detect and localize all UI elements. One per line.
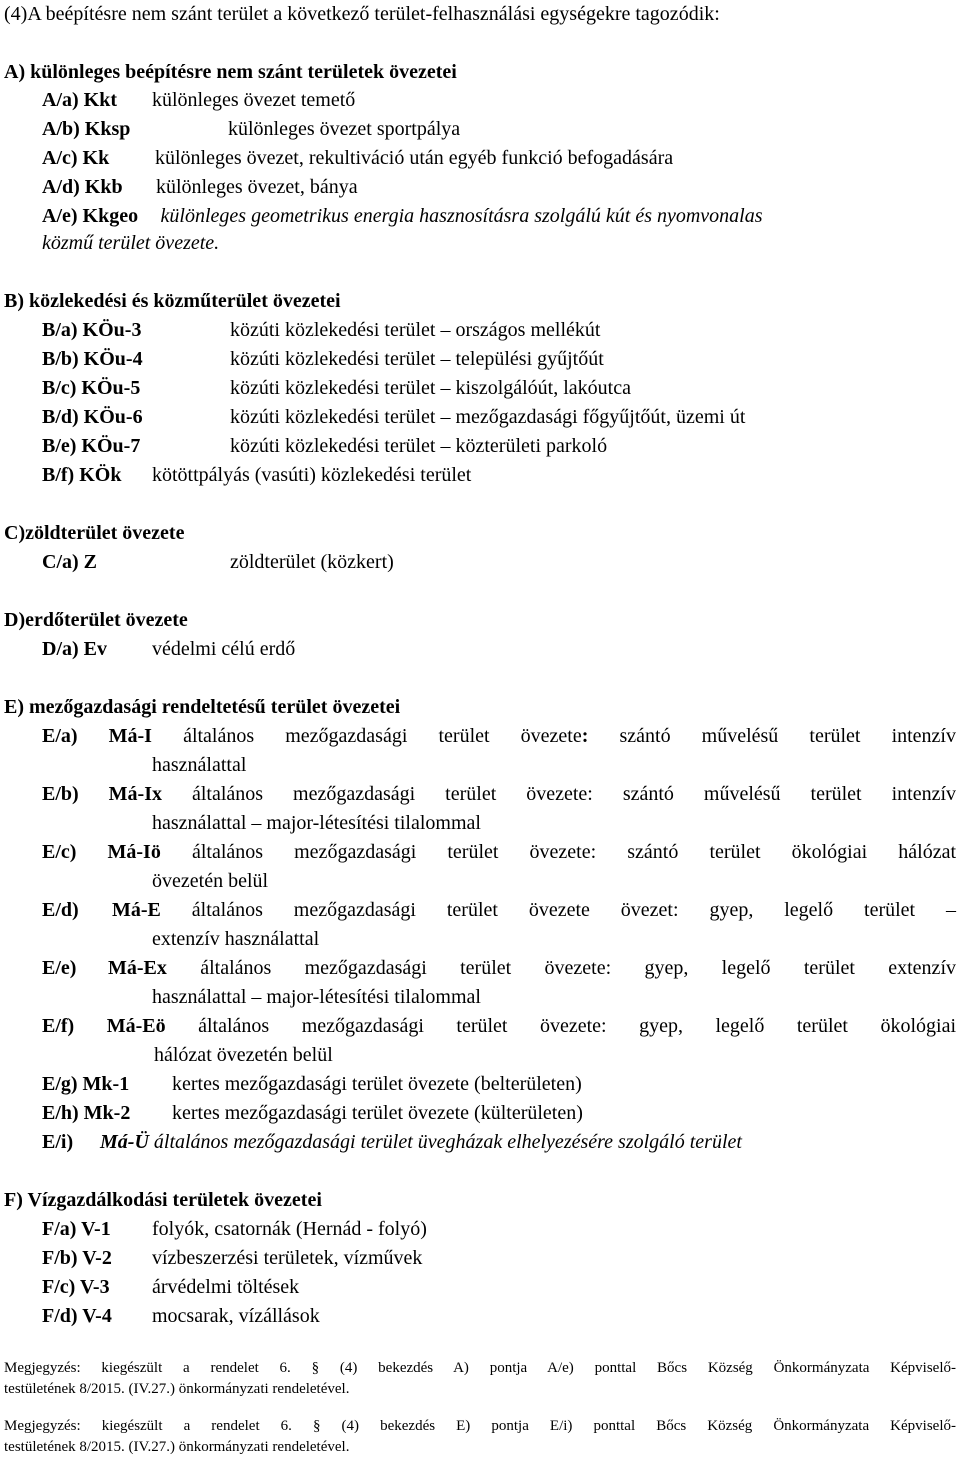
list-item xyxy=(42,637,295,661)
list-item xyxy=(42,840,956,864)
section-c-title: C)zöldterület övezete xyxy=(4,522,185,544)
item-desc-lead: általános mezőgazdasági terület övezete xyxy=(183,725,582,747)
item-label: E/f) Má-Eö xyxy=(42,1015,166,1037)
item-label: E/g) Mk-1 xyxy=(42,1073,130,1095)
item-desc: közúti közlekedési terület – kiszolgálóút, lakóutca xyxy=(230,377,631,399)
list-item xyxy=(42,1101,583,1125)
item-desc: védelmi célú erdő xyxy=(152,638,296,660)
item-label: A/a) Kkt xyxy=(42,89,117,111)
list-item xyxy=(42,724,956,748)
item-desc-continuation: használattal xyxy=(152,754,247,776)
item-label-prefix: A/e) xyxy=(42,205,83,227)
item-label: A/d) Kkb xyxy=(42,176,123,198)
list-item xyxy=(42,550,394,574)
item-desc: általános mezőgazdasági terület övezete: szántó művelésű terület intenzív xyxy=(191,783,957,805)
item-desc: mocsarak, vízállások xyxy=(152,1305,320,1327)
item-label: B/c) KÖu-5 xyxy=(42,377,141,399)
item-label: D/a) Ev xyxy=(42,638,107,660)
item-label-code: Kkgeo xyxy=(82,205,139,227)
item-desc-continuation: övezetén belül xyxy=(152,870,269,892)
list-item xyxy=(42,1072,582,1096)
section-a-title: A) különleges beépítésre nem szánt területek övezetei xyxy=(4,61,457,83)
item-desc: általános mezőgazdasági terület övezete: szántó terület ökológiai hálózat xyxy=(191,841,957,863)
item-desc-continuation: használattal – major-létesítési tilalommal xyxy=(152,986,481,1008)
item-label: A/c) Kk xyxy=(42,147,110,169)
list-item xyxy=(42,434,607,458)
item-label-code: Má-Ü xyxy=(100,1131,149,1153)
item-desc: különleges övezet sportpálya xyxy=(228,118,461,140)
item-label-code: Má-Ex xyxy=(108,957,167,979)
item-desc: kertes mezőgazdasági terület övezete (külterületen) xyxy=(172,1102,583,1124)
item-desc: közúti közlekedési terület – országos mellékút xyxy=(230,319,601,341)
item-desc: folyók, csatornák (Hernád - folyó) xyxy=(152,1218,427,1240)
section-e-title: E) mezőgazdasági rendeltetésű terület övezetei xyxy=(4,696,401,718)
item-desc: árvédelmi töltések xyxy=(152,1276,300,1298)
item-desc: közúti közlekedési terület – közterületi parkoló xyxy=(230,435,608,457)
section-b-title: B) közlekedési és közműterület övezetei xyxy=(4,290,341,312)
item-label: E/h) Mk-2 xyxy=(42,1102,131,1124)
section-d-title: D)erdőterület övezete xyxy=(4,609,188,631)
item-desc-colon: : xyxy=(581,725,589,747)
item-desc: általános mezőgazdasági terület övezete: gyep, legelő terület ökológiai xyxy=(198,1015,957,1037)
item-label: B/e) KÖu-7 xyxy=(42,435,141,457)
item-label: A/b) Kksp xyxy=(42,118,131,140)
list-item xyxy=(42,898,956,922)
item-desc: közúti közlekedési terület – mezőgazdasági főgyűjtőút, üzemi út xyxy=(230,406,746,428)
list-item xyxy=(42,376,631,400)
item-label-prefix: E/d) xyxy=(42,899,79,921)
item-label: F/d) V-4 xyxy=(42,1305,112,1327)
item-desc-continuation: közmű terület övezete. xyxy=(42,232,220,254)
item-desc: közúti közlekedési terület – települési gyűjtőút xyxy=(230,348,604,370)
list-item xyxy=(42,117,460,141)
item-desc-continuation: hálózat övezetén belül xyxy=(154,1044,333,1066)
list-item xyxy=(42,1014,956,1038)
list-item xyxy=(42,175,358,199)
list-item xyxy=(42,318,600,342)
item-desc: kertes mezőgazdasági terület övezete (belterületen) xyxy=(172,1073,582,1095)
list-item xyxy=(42,782,956,806)
item-desc: különleges övezet temető xyxy=(152,89,356,111)
item-desc: általános mezőgazdasági terület övezete: gyep, legelő terület extenzív xyxy=(200,957,956,979)
item-desc: általános mezőgazdasági terület üvegházak elhelyezésére szolgáló terület xyxy=(153,1131,742,1153)
item-desc: kötöttpályás (vasúti) közlekedési terület xyxy=(152,464,472,486)
item-desc: általános mezőgazdasági terület övezete övezet: gyep, legelő terület – xyxy=(191,899,956,921)
list-item xyxy=(42,956,956,980)
item-label-prefix: E/e) xyxy=(42,957,77,979)
note-1-line-2: testületének 8/2015. (IV.27.) önkormányzati rendeletével. xyxy=(4,1381,350,1397)
item-label: C/a) Z xyxy=(42,551,97,573)
item-label: F/b) V-2 xyxy=(42,1247,112,1269)
list-item xyxy=(42,1130,742,1154)
note-2-line-1: Megjegyzés: kiegészült a rendelet 6. § (4) bekezdés E) pontja E/i) ponttal Bőcs Község Önkormányzata Képviselő- xyxy=(4,1418,956,1434)
item-label: E/b) Má-Ix xyxy=(42,783,162,805)
item-label: E/a) Má-I xyxy=(42,725,152,747)
section-f-title: F) Vízgazdálkodási területek övezetei xyxy=(4,1189,322,1211)
list-item xyxy=(42,204,763,228)
item-label-prefix: E/i) xyxy=(42,1131,74,1153)
list-item xyxy=(42,463,471,487)
item-desc-continuation: használattal – major-létesítési tilalommal xyxy=(152,812,481,834)
note-2-line-2: testületének 8/2015. (IV.27.) önkormányzati rendeletével. xyxy=(4,1439,350,1455)
item-label: E/c) Má-Iö xyxy=(42,841,161,863)
list-item xyxy=(42,1217,427,1241)
note-1-line-1: Megjegyzés: kiegészült a rendelet 6. § (4) bekezdés A) pontja A/e) ponttal Bőcs Község Önkormányzata Képviselő- xyxy=(4,1360,956,1376)
item-desc: zöldterület (közkert) xyxy=(230,551,394,573)
list-item xyxy=(42,1304,320,1328)
list-item xyxy=(42,88,355,112)
item-label: B/b) KÖu-4 xyxy=(42,348,143,370)
item-desc: különleges övezet, bánya xyxy=(156,176,358,198)
item-label: B/d) KÖu-6 xyxy=(42,406,143,428)
item-desc-continuation: extenzív használattal xyxy=(152,928,320,950)
item-label: B/a) KÖu-3 xyxy=(42,319,142,341)
list-item xyxy=(42,1275,299,1299)
list-item xyxy=(42,347,604,371)
item-desc: különleges geometrikus energia hasznosításra szolgálú kút és nyomvonalas xyxy=(160,205,763,227)
item-label: F/a) V-1 xyxy=(42,1218,111,1240)
intro-paragraph: (4)A beépítésre nem szánt terület a következő terület-felhasználási egységekre tagozódik: xyxy=(4,3,720,25)
item-desc: vízbeszerzési területek, vízművek xyxy=(152,1247,423,1269)
list-item xyxy=(42,405,745,429)
list-item xyxy=(42,146,673,170)
item-desc: különleges övezet, rekultiváció után egyéb funkció befogadására xyxy=(155,147,674,169)
item-label-code: Má-E xyxy=(112,899,161,921)
item-label: B/f) KÖk xyxy=(42,464,122,486)
item-label: F/c) V-3 xyxy=(42,1276,110,1298)
item-desc: szántó művelésű terület intenzív xyxy=(588,725,956,747)
list-item xyxy=(42,1246,422,1270)
